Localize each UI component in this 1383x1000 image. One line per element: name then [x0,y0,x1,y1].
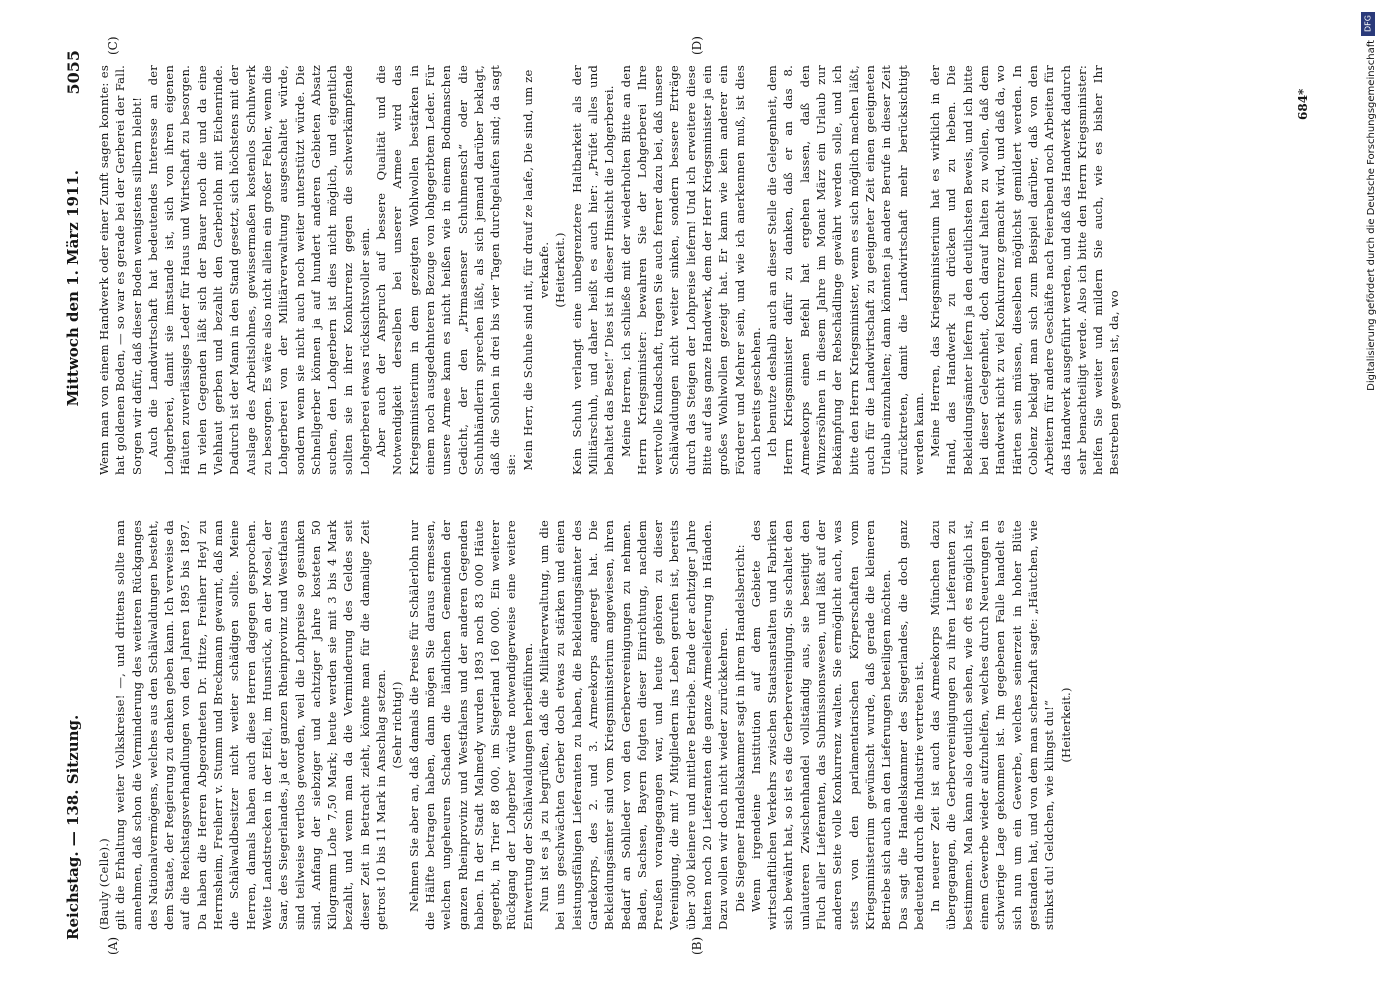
paragraph: Das sagt die Handelskammer des Siegerlandes, die doch ganz bedeutend durch die Industrie vertreten ist. [895,520,926,930]
margin-marker-a: (A) [106,936,120,955]
paragraph: Nun ist es ja zu begrüßen, daß die Militärverwaltung, um die bei uns geschwächten Gerber doch etwas zu stärken und einen leistungsfähigen Lieferanten zu haben, die Bekleidungsämter des Gardekorps, des 2. und 3. Armeekorps angeregt hat. Die Bekleidungsämter sind vom Kriegsministerium angewiesen, ihren Bedarf an Sohlleder von den Gerbervereinigungen zu nehmen. Baden, Sachsen, Bayern folgten dieser Einrichtung, nachdem Preußen vorangegangen war, und heute gehören zu dieser Vereinigung, die mit 7 Mitgliedern ins Leben gerufen ist, bereits über 300 kleinere und mittlere Betriebe. Ende der achtziger Jahre hatten noch 20 Lieferanten die ganze Armeelieferung in Händen. Dazu wollen wir doch nicht wieder zurückkehren. [537,520,731,930]
paragraph: Kein Schuh verlangt eine unbegrenztere Haltbarkeit als der Militärschuh, und daher heißt es auch hier: „Prüfet alles und behaltet das Beste!“ Dies ist in dieser Hinsicht die Lohgerberei. [569,65,617,475]
paragraph: (Heiterkeit.) [553,232,568,308]
margin-marker-c: (C) [106,36,120,55]
page-header [62,50,88,940]
margin-marker-d: (D) [690,36,704,55]
paragraph: gilt die Erhaltung weiter Volkskreise! —, und drittens sollte man annehmen, daß schon die Verminderung des weiteren Rückganges des Nationalvermögens, welches aus den Schälwaldungen besteht, dem Staate, der Regierung zu denken geben kann. Ich verweise da auf die Reichstagsverhandlungen von den Jahren 1895 bis 1897. Da haben die Herren Abgeordneten Dr. Hitze, Freiherr Heyl zu Herrnsheim, Freiherr v. Stumm und Breckmann gewarnt, daß man die Schälwaldbesitzer nicht weiter schädigen sollte. Meine Herren, damals haben auch diese Herren dagegen gesprochen. Weite Landstrecken in der Eifel, im Hunsrück, an der Mosel, der Saar, des Siegerlandes, ja der ganzen Rheinprovinz und Westfalens sind teilweise wertlos geworden, weil die Lohpreise so gesunken sind. Anfang der siebziger und achtziger Jahre kosteten 50 Kilogramm Lohe 7,50 Mark; heute werden sie mit 3 bis 4 Mark bezahlt, und wenn man da die Verminderung des Geldes seit dieser Zeit in Betracht zieht, könnte man für die damalige Zeit getrost 10 bis 11 Mark in Anschlag setzen. [113,520,389,930]
paragraph: Ich benutze deshalb auch an dieser Stelle die Gelegenheit, dem Herrn Kriegsminister dafür zu danken, daß er an das 8. Armeekorps einen Befehl hat ergehen lassen, daß den Winzersöhnen in diesem Jahre im Monat März ein Urlaub zur Bekämpfung der Rebschädlinge gewährt werden solle, und ich bitte den Herrn Kriegsminister, wenn es sich möglich machen läßt, auch für die Landwirtschaft zu geeigneter Zeit einen geeigneten Urlaub einzuhalten; dann könnten ja andere Berufe in dieser Zeit zurücktreten, damit die Landwirtschaft mehr berücksichtigt werden kann. [765,65,926,475]
margin-marker-b: (B) [690,936,704,955]
header-left: Reichstag. — 138. Sitzung. [64,714,82,940]
paragraph: Meine Herren, das Kriegsministerium hat es wirklich in der Hand, das Handwerk zu drücken und zu heben. Die Bekleidungsämter liefern ja den deutlichsten Beweis, und ich bitte bei dieser Gelegenheit, doch darauf halten zu wollen, daß dem Handwerk nicht zu viel Konkurrenz gemacht wird, und daß da, wo Härten sein müssen, dieselben möglichst gemildert werden. In Coblenz beklagt man sich zum Beispiel darüber, daß von den Arbeitern für andere Geschäfte nach Feierabend noch Arbeiten für das Handwerk ausgeführt werden, und daß das Handwerk dadurch sehr benachteiligt werde. Also ich bitte den Herrn Kriegsminister: helfen Sie weiter und mildern Sie auch, wie es bisher Ihr Bestreben gewesen ist, da, wo [928,65,1122,475]
paragraph: In neuerer Zeit ist auch das Armeekorps München dazu übergegangen, die Gerbervereinigungen zu ihren Lieferanten zu bestimmen. Man kann also deutlich sehen, wie oft es möglich ist, einem Gewerbe wieder aufzuhelfen, welches durch Neuerungen in schwierige Lage gekommen ist. Im gegebenen Falle handelt es sich nun um ein Gewerbe, welches seinerzeit in hoher Blüte gestanden hat, und von dem man scherzhaft sagte: „Häutchen, wie stinkst du! Geldchen, wie klingst du!“ [928,520,1057,930]
paragraph: Mein Herr, die Schuhe sind nit, für drauf ze laafe, Die sind, um ze verkaafe. [520,69,552,471]
signature-mark: 684* [1296,88,1310,120]
paragraph: (Heiterkeit.) [1058,687,1073,763]
paragraph: Aber auch der Anspruch auf bessere Qualität und die Notwendigkeit derselben bei unserer Armee wird das Kriegsministerium in dem gezeigten Wohlwollen bestärken in einem noch ausgedehnteren Bezuge von lohgegerbtem Leder. Für unsere Armee kann es nicht heißen wie in einem Bodmanschen Gedicht, der den „Pirmasenser Schuhmensch“ oder die Schuhhändlerin sprechen läßt, als sich jemand darüber beklagt, daß die Sohlen in drei bis vier Tagen durchgelaufen sind; da sagt sie: [374,65,519,475]
text-column-left [96,520,1336,930]
paragraph: (Bauly (Celle).) [97,838,111,930]
header-date: Mittwoch den 1. März 1911. [64,170,82,407]
paragraph: Nehmen Sie aber an, daß damals die Preise für Schälerlohn nur die Hälfte betragen haben, dann mögen Sie daraus ermessen, welchen ungeheuren Schaden die ländlichen Gemeinden der ganzen Rheinprovinz und Westfalens und der anderen Gegenden haben. In der Stadt Malmedy wurden 1893 noch 83 000 Häute gegerbt, in Trier 88 000, im Siegerland 160 000. Ein weiterer Rückgang der Lohgerber würde notwendigerweise eine weitere Entwertung der Schälwaldungen herbeiführen. [406,520,535,930]
paragraph: Wenn man von einem Handwerk oder einer Zunft sagen konnte: es hat goldenen Boden, — so war es gerade bei der Gerberei der Fall. Sorgen wir dafür, daß dieser Boden wenigstens silbern bleibt! [97,65,144,475]
paragraph: Die Siegener Handelskammer sagt in ihrem Handelsbericht: [732,544,747,912]
dfg-logo-badge: DFG [1361,12,1375,36]
text-column-right [96,65,1336,475]
paragraph: Meine Herren, ich schließe mit der wiederholten Bitte an den Herrn Kriegsminister: bewahren Sie der Lohgerberei Ihre wertvolle Kundschaft, tragen Sie auch ferner dazu bei, daß unsere Schälwaldungen nicht weiter sinken, sondern bessere Erträge durch das Steigen der Lohpreise liefern! Und ich erweitere diese Bitte auf das ganze Handwerk, dem der Herr Kriegsminister ja ein großes Wohlwollen gezeigt hat. Er kann wie kein anderer ein Förderer und Mehrer sein, und wie ich anerkennen muß, ist dies auch bereits geschehen. [618,65,763,475]
digitization-credit: Digitalisierung gefördert durch die Deutsche Forschungsgemeinschaft [1366,40,1377,391]
page-number: 5055 [64,50,83,95]
paragraph: (Sehr richtig!) [390,681,405,769]
paragraph: Wenn irgendeine Institution auf dem Gebiete des wirtschaftlichen Verkehrs zwischen Staatsanstalten und Fabriken sich bewährt hat, so ist es die Gerbervereinigung. Sie schaltet den unlauteren Zwischenhandel vollständig aus, sie beseitigt den Fluch aller Lieferanten, das Submissionswesen, und läßt auf der anderen Seite volle Konkurrenz walten. Sie ermöglicht auch, was stets von den parlamentarischen Körperschaften vom Kriegsministerium gewünscht wurde, daß gerade die kleineren Betriebe sich auch an den Lieferungen beteiligen möchten. [748,520,894,930]
paragraph: Auch die Landwirtschaft hat bedeutendes Interesse an der Lohgerberei, damit sie imstande ist, sich von ihren eigenen Häuten zuverlässiges Leder für Haus und Wirtschaft zu besorgen. In vielen Gegenden läßt sich der Bauer noch die und da eine Viehhaut gerben und bezahlt den Gerberlohn mit Eichenrinde. Dadurch ist der Mann in den Stand gesetzt, sich höchstens mit der Auslage des Arbeitslohnes, gewissermaßen kostenlos Schuhwerk zu besorgen. Es wäre also nicht allein ein großer Fehler, wenn die Lohgerberei von der Militärverwaltung ausgeschaltet würde, sondern wenn sie nicht auch noch weiter unterstützt würde. Die Schnellgerber können ja auf hundert anderen Gebieten Absatz suchen, den Lohgerbern ist dies nicht möglich, und eigentlich sollten sie in ihrer Konkurrenz gegen die schwerkämpfende Lohgerberei etwas rücksichtsvoller sein. [145,65,372,475]
